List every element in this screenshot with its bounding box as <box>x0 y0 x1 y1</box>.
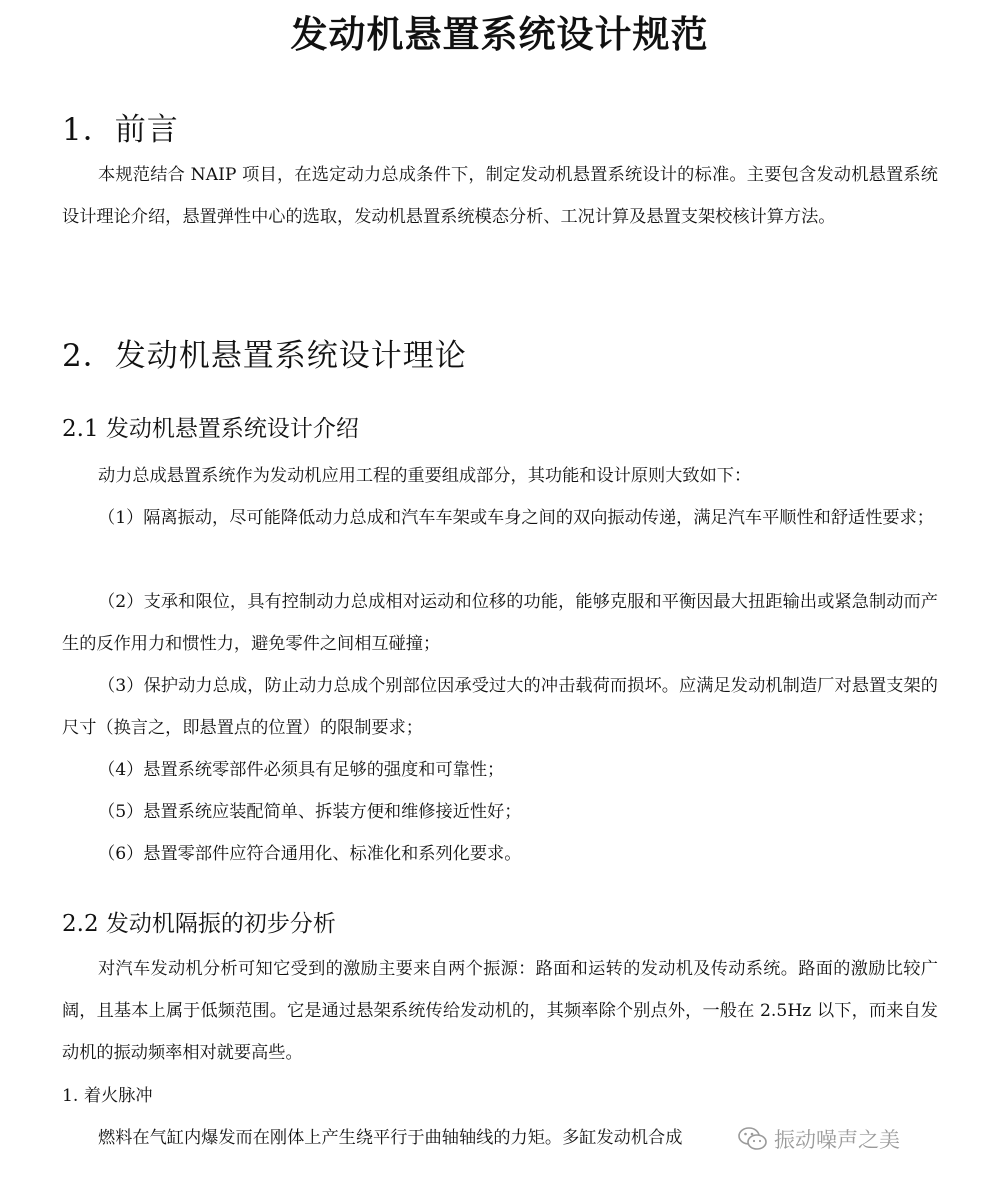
list-item: （2）支承和限位，具有控制动力总成相对运动和位移的功能，能够克服和平衡因最大扭距输出或紧急制动而产生的反作用力和惯性力，避免零件之间相互碰撞； <box>62 592 938 654</box>
watermark-text: 振动噪声之美 <box>774 1128 900 1152</box>
section-1-paragraph: 本规范结合 NAIP 项目，在选定动力总成条件下，制定发动机悬置系统设计的标准。主要包含发动机悬置系统设计理论介绍，悬置弹性中心的选取，发动机悬置系统模态分析、工况计算及悬置支架校核计算方法。 <box>62 165 938 227</box>
section-2-2-heading: 2.2 发动机隔振的初步分析 <box>62 911 336 937</box>
item-1-text: 燃料在气缸内爆发而在刚体上产生绕平行于曲轴轴线的力矩。多缸发动机合成 <box>98 1128 683 1148</box>
section-2-heading: 2．发动机悬置系统设计理论 <box>62 338 467 374</box>
section-2-1-intro: 动力总成悬置系统作为发动机应用工程的重要组成部分，其功能和设计原则大致如下： <box>98 466 752 486</box>
list-item: （3）保护动力总成，防止动力总成个别部位因承受过大的冲击载荷而损坏。应满足发动机制造厂对悬置支架的尺寸（换言之，即悬置点的位置）的限制要求； <box>62 676 938 738</box>
item-1-heading: 1. 着火脉冲 <box>62 1086 153 1106</box>
section-1-heading: 1．前言 <box>62 112 179 148</box>
list-item: （5）悬置系统应装配简单、拆装方便和维修接近性好； <box>98 802 522 822</box>
list-item: （4）悬置系统零部件必须具有足够的强度和可靠性； <box>98 760 505 780</box>
section-2-2-paragraph: 对汽车发动机分析可知它受到的激励主要来自两个振源：路面和运转的发动机及传动系统。路面的激励比较广阔，且基本上属于低频范围。它是通过悬架系统传给发动机的，其频率除个别点外，一般在 2.5Hz 以下，而来自发动机的振动频率相对就要高些。 <box>62 959 938 1063</box>
list-item: （6）悬置零部件应符合通用化、标准化和系列化要求。 <box>98 844 522 864</box>
list-item: （1）隔离振动，尽可能降低动力总成和汽车车架或车身之间的双向振动传递，满足汽车平顺性和舒适性要求； <box>98 508 934 528</box>
document-title: 发动机悬置系统设计规范 <box>290 13 709 56</box>
watermark <box>738 1120 900 1158</box>
section-2-1-heading: 2.1 发动机悬置系统设计介绍 <box>62 416 359 442</box>
wechat-icon <box>738 1126 768 1152</box>
